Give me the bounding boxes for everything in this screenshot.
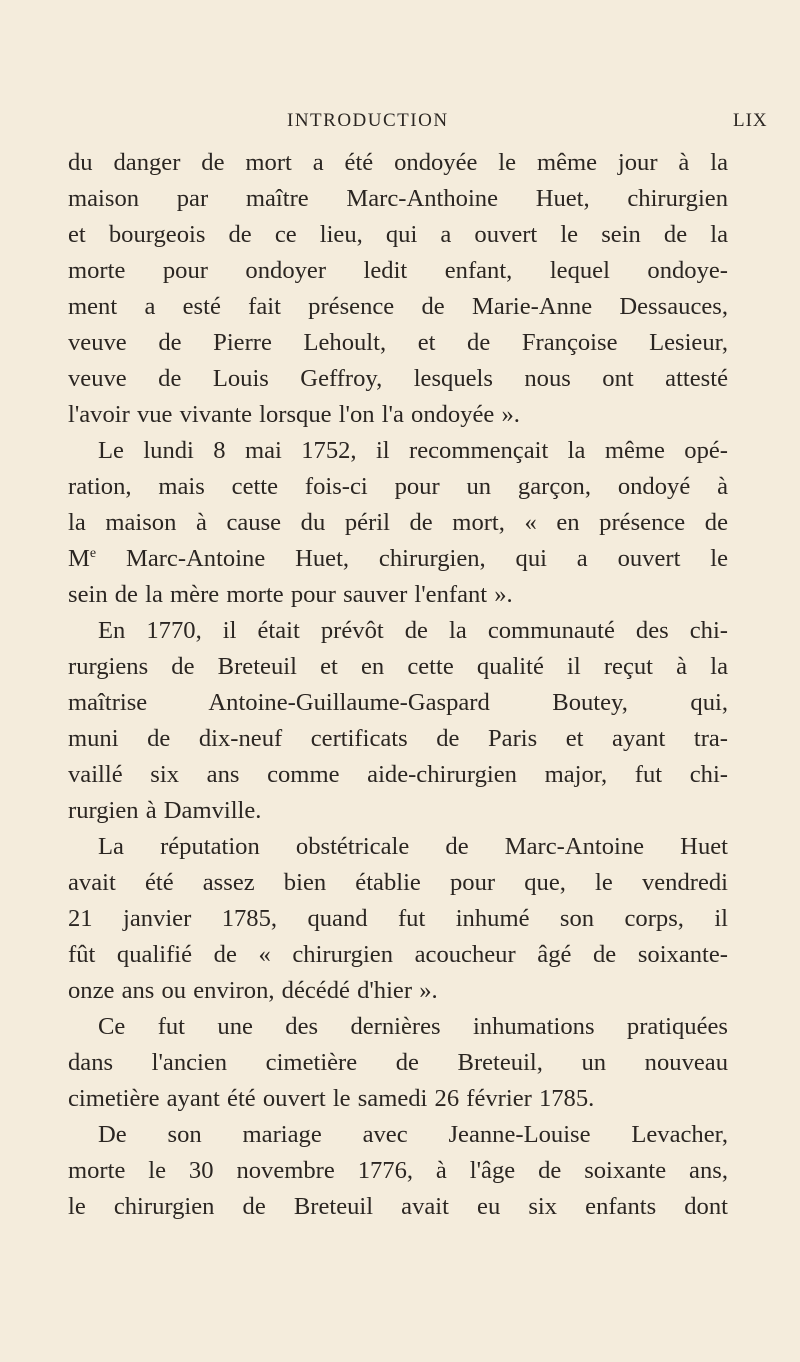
abbrev-maitre: Me bbox=[68, 545, 97, 572]
text-line: maîtrise Antoine-Guillaume-Gaspard Boutey, qui, bbox=[68, 689, 728, 716]
text-line: sein de la mère morte pour sauver l'enfant ». bbox=[68, 581, 513, 608]
paragraph-start: La réputation obstétricale de Marc-Antoine Huet bbox=[98, 833, 728, 860]
text-line: maison par maître Marc-Anthoine Huet, chirurgien bbox=[68, 185, 728, 212]
text-line: la maison à cause du péril de mort, « en présence de bbox=[68, 509, 728, 536]
body-text bbox=[68, 145, 728, 1225]
text-line: veuve de Louis Geffroy, lesquels nous ont attesté bbox=[68, 365, 728, 392]
text-line: morte le 30 novembre 1776, à l'âge de soixante ans, bbox=[68, 1157, 728, 1184]
text-line: l'avoir vue vivante lorsque l'on l'a ondoyée ». bbox=[68, 401, 520, 428]
text-line: veuve de Pierre Lehoult, et de Françoise Lesieur, bbox=[68, 329, 728, 356]
paragraph-start: En 1770, il était prévôt de la communauté des chi- bbox=[98, 617, 728, 644]
text-line: ment a esté fait présence de Marie-Anne Dessauces, bbox=[68, 293, 728, 320]
page-number: LIX bbox=[733, 110, 768, 131]
text-line: rurgien à Damville. bbox=[68, 797, 262, 824]
text-line: cimetière ayant été ouvert le samedi 26 février 1785. bbox=[68, 1085, 595, 1112]
text-line: le chirurgien de Breteuil avait eu six enfants dont bbox=[68, 1193, 728, 1220]
running-head bbox=[0, 110, 800, 140]
text-line: fût qualifié de « chirurgien acoucheur âgé de soixante- bbox=[68, 941, 728, 968]
text-line: dans l'ancien cimetière de Breteuil, un nouveau bbox=[68, 1049, 728, 1076]
text-line: onze ans ou environ, décédé d'hier ». bbox=[68, 977, 438, 1004]
running-title: INTRODUCTION bbox=[287, 110, 449, 131]
text-line-abbrev: Me Marc-Antoine Huet, chirurgien, qui a ouvert le bbox=[68, 545, 728, 572]
paragraph-start: Le lundi 8 mai 1752, il recommençait la même opé- bbox=[98, 437, 728, 464]
text-line: et bourgeois de ce lieu, qui a ouvert le sein de la bbox=[68, 221, 728, 248]
text-line: 21 janvier 1785, quand fut inhumé son corps, il bbox=[68, 905, 728, 932]
text-line: muni de dix-neuf certificats de Paris et ayant tra- bbox=[68, 725, 728, 752]
text-line: morte pour ondoyer ledit enfant, lequel ondoye- bbox=[68, 257, 728, 284]
text-line: du danger de mort a été ondoyée le même jour à la bbox=[68, 149, 728, 176]
paragraph-start: De son mariage avec Jeanne-Louise Levacher, bbox=[98, 1121, 728, 1148]
text-line: avait été assez bien établie pour que, le vendredi bbox=[68, 869, 728, 896]
text-line: rurgiens de Breteuil et en cette qualité il reçut à la bbox=[68, 653, 728, 680]
text-line: ration, mais cette fois-ci pour un garçon, ondoyé à bbox=[68, 473, 728, 500]
paragraph-start: Ce fut une des dernières inhumations pratiquées bbox=[98, 1013, 728, 1040]
text-line: vaillé six ans comme aide-chirurgien major, fut chi- bbox=[68, 761, 728, 788]
